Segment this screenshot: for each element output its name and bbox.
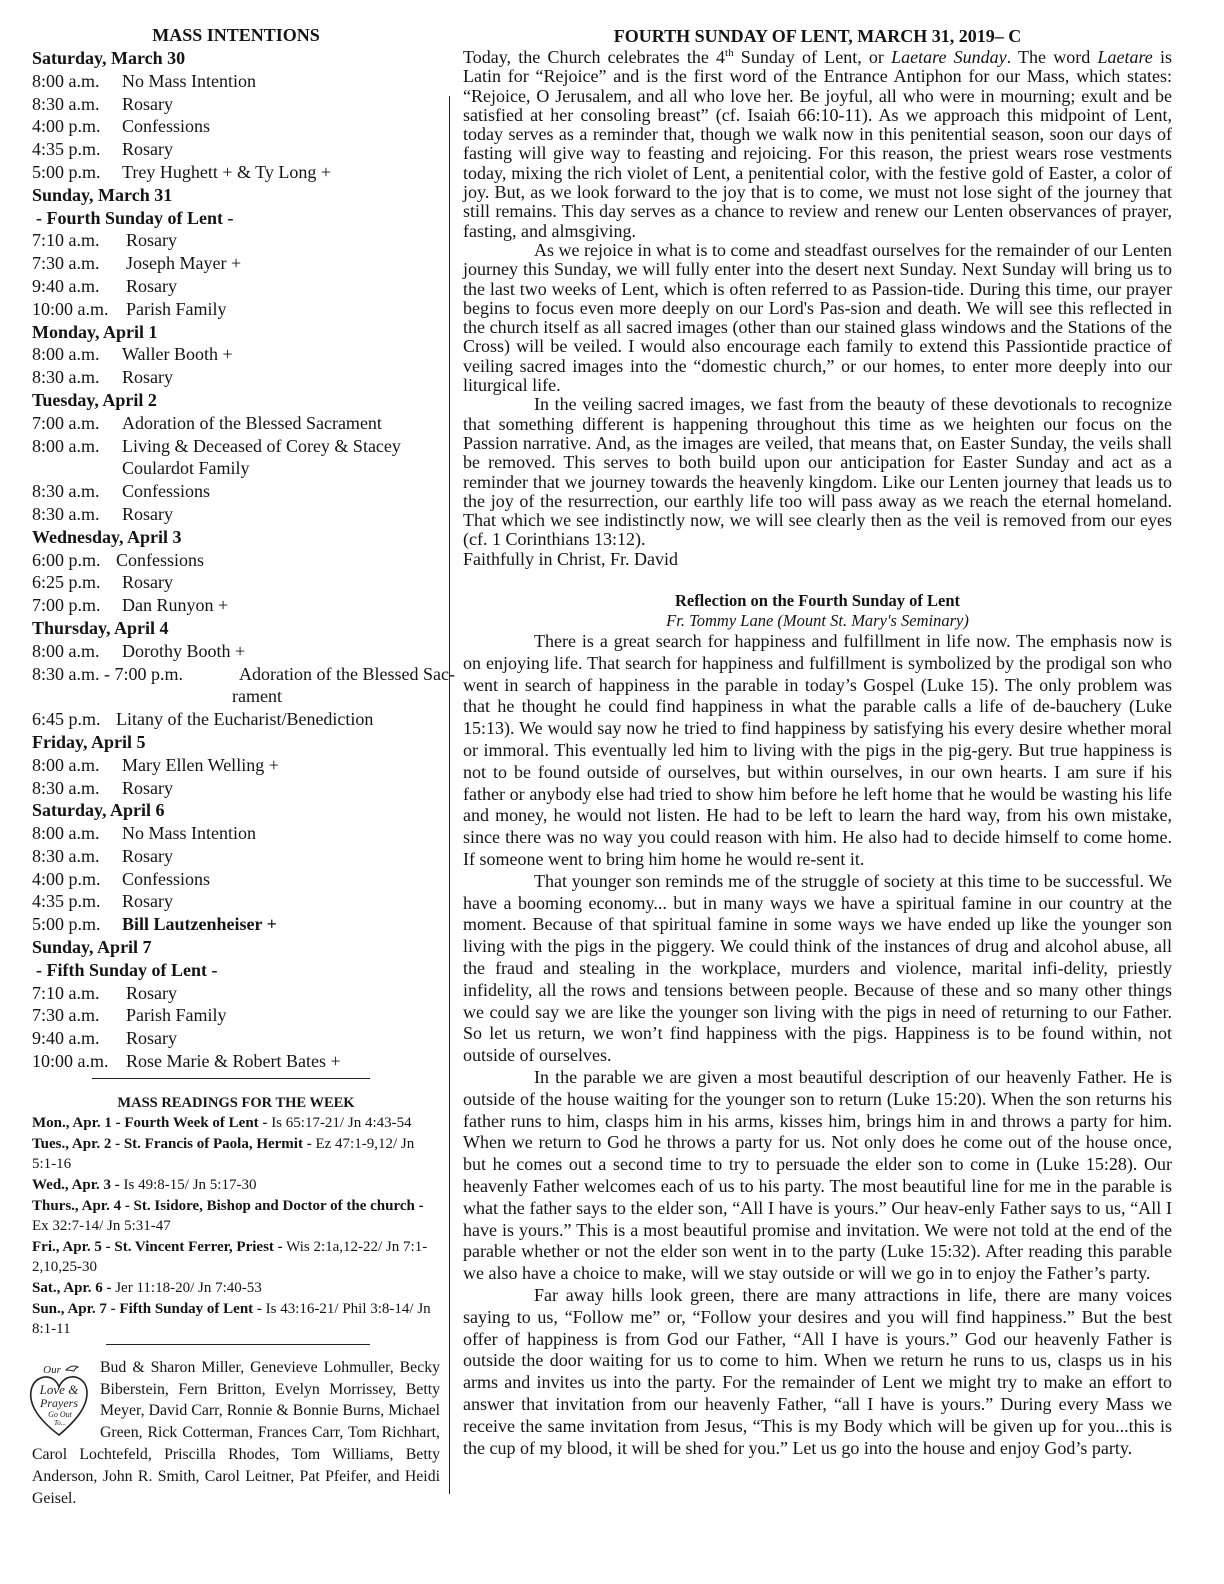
section-divider [106, 1344, 370, 1345]
reading-day: Tues., Apr. 2 - St. Francis of Paola, Hermit - [32, 1135, 312, 1152]
reading-item [32, 1134, 440, 1174]
schedule-feast-label: - Fifth Sunday of Lent - [36, 959, 218, 980]
schedule-entry [32, 982, 440, 1005]
schedule-time: 10:00 a.m. [32, 298, 109, 319]
schedule-entry [32, 1027, 440, 1050]
schedule-entry [32, 503, 440, 526]
schedule-day-heading: Friday, April 5 [32, 731, 146, 752]
article-signoff: Faithfully in Christ, Fr. David [463, 548, 679, 569]
schedule-intention: Litany of the Eucharist/Benediction [116, 709, 374, 730]
schedule-time: 8:30 a.m. [32, 777, 100, 798]
schedule-entry [32, 435, 440, 458]
schedule-time: 9:40 a.m. [32, 275, 100, 296]
reading-day: Thurs., Apr. 4 - St. Isidore, Bishop and Doctor of the church - [32, 1197, 424, 1214]
reading-citation: Is 43:16-21/ Phil 3:8-14/ Jn 8:1-11 [32, 1300, 431, 1337]
reading-day: Sun., Apr. 7 - Fifth Sunday of Lent - [32, 1300, 262, 1317]
schedule-entry [32, 571, 440, 594]
schedule-intention: Adoration of the Blessed Sacrament [122, 412, 382, 433]
schedule-intention: Confessions [122, 481, 211, 502]
article-title: FOURTH SUNDAY OF LENT, MARCH 31, 2019– C [613, 26, 1022, 46]
mass-intentions-schedule [32, 47, 455, 1073]
schedule-day-heading: Wednesday, April 3 [32, 526, 182, 547]
right-column [463, 24, 1172, 1459]
schedule-feast-label: - Fourth Sunday of Lent - [36, 207, 234, 228]
schedule-time: 8:00 a.m. [32, 344, 100, 365]
article-text: Sunday of Lent, or [733, 47, 892, 67]
schedule-entry [32, 845, 440, 868]
schedule-entry [32, 913, 440, 936]
article-paragraph: As we rejoice in what is to come and steadfast ourselves for the remainder of our Lenten journey this Sunday, we will fully enter into the desert next Sunday. Next Sunday will bring us to the last two weeks of Lent, which is often referred to as Passion-tide. During this time, our prayer begins to focus even more deeply on our Lord's Pas-sion and death. We will see this reflected in the church itself as all sacred images (other than our stained glass windows and the Stations of the Cross) will be veiled. I would also encourage each family to extend this Passiontide practice of veiling sacred images into the “domestic church,” or our homes, to enter more deeply into our liturgical life. [463, 239, 1172, 396]
reading-item [32, 1278, 440, 1298]
schedule-entry [32, 663, 455, 686]
schedule-entry [32, 708, 440, 731]
schedule-entry [32, 115, 440, 138]
schedule-day-heading: Tuesday, April 2 [32, 389, 157, 410]
schedule-time: 7:30 a.m. [32, 253, 100, 274]
schedule-intention: Trey Hughett + & Ty Long + [122, 161, 332, 182]
schedule-time: 8:00 a.m. [32, 435, 100, 456]
schedule-time: 4:35 p.m. [32, 139, 101, 160]
logo-text-prayers: Prayers [40, 1395, 78, 1410]
schedule-intention: Rosary [122, 139, 173, 160]
prayer-names: Bud & Sharon Miller, Genevieve Lohmuller, Becky Biberstein, Fern Britton, Evelyn Morrissey, Betty Meyer, David Carr, Ronnie & Bonnie Burns, Michael Green, Rick Cotterman, Frances Carr, Tom Richhart, Carol Lochtefeld, Priscilla Rhodes, Tom Williams, Betty Anderson, John R. Smith, Carol Leitner, Pat Pfeifer, and Heidi Geisel. [32, 1358, 440, 1507]
schedule-time: 7:10 a.m. [32, 982, 100, 1003]
article-emphasis: Laetare Sunday [891, 47, 1007, 67]
schedule-entry [32, 161, 440, 184]
schedule-continuation: Coulardot Family [122, 458, 250, 479]
schedule-time: 10:00 a.m. [32, 1051, 109, 1072]
schedule-time: 4:00 p.m. [32, 868, 101, 889]
reading-citation: Ez 47:1-9,12/ Jn 5:1-16 [32, 1135, 415, 1172]
article-paragraph [463, 48, 1172, 241]
article-superscript: th [725, 47, 734, 59]
schedule-entry [32, 366, 440, 389]
schedule-intention: Rosary [126, 230, 177, 251]
reading-day: Sat., Apr. 6 - [32, 1279, 112, 1296]
reading-citation: Ex 32:7-14/ Jn 5:31-47 [32, 1217, 171, 1234]
schedule-intention: Bill Lautzenheiser + [122, 914, 277, 935]
reading-citation: Is 65:17-21/ Jn 4:43-54 [267, 1114, 412, 1131]
schedule-day-heading: Monday, April 1 [32, 321, 158, 342]
reading-citation: Wis 2:1a,12-22/ Jn 7:1-2,10,25-30 [32, 1238, 428, 1275]
schedule-intention: Living & Deceased of Corey & Stacey [122, 435, 401, 456]
schedule-intention: Rosary [126, 982, 177, 1003]
reading-item [32, 1175, 440, 1195]
article-text: Today, the Church celebrates the 4 [463, 47, 726, 67]
schedule-intention: Adoration of the Blessed Sac- [239, 663, 455, 684]
schedule-time: 6:00 p.m. [32, 549, 101, 570]
logo-text-to: To... [53, 1418, 67, 1427]
schedule-intention: Rosary [122, 891, 173, 912]
schedule-time: 7:30 a.m. [32, 1005, 100, 1026]
schedule-entry [32, 890, 440, 913]
reflection-paragraph: In the parable we are given a most beautiful description of our heavenly Father. He is outside of the house waiting for the younger son to return (Luke 15:20). When the son returns his father runs to him, clasps him in his arms, kisses him, brings him in and throws a party for him. When we return to God he throws a party for us. Not only does he come out of the house once, but he comes out a second time to try to persuade the elder son to come in (Luke 15:28). Our heavenly Father welcomes each of us to his party. The most beautiful line for me in the parable is what the father says to the elder son, “All I have is yours.” Our heav-enly Father says to us, “All I have is yours.” This is a most beautiful promise and invitation. We were not told at the end of the parable whether or not the elder son went in to the party (Luke 15:32). After reading this parable we also have a choice to make, will we stay outside or will we go in to enjoy the Father’s party. [463, 1066, 1172, 1284]
reading-day: Fri., Apr. 5 - St. Vincent Ferrer, Priest - [32, 1238, 283, 1255]
schedule-entry [32, 594, 440, 617]
schedule-intention: Parish Family [126, 298, 227, 319]
schedule-intention: Confessions [122, 868, 211, 889]
schedule-intention: Rose Marie & Robert Bates + [126, 1051, 341, 1072]
schedule-time: 8:00 a.m. [32, 640, 100, 661]
schedule-intention: Dorothy Booth + [122, 640, 246, 661]
schedule-time: 7:00 p.m. [32, 595, 101, 616]
schedule-entry [32, 93, 440, 116]
love-prayers-heart-icon [26, 1361, 92, 1441]
schedule-intention: Rosary [126, 1028, 177, 1049]
schedule-continuation: rament [232, 686, 282, 707]
schedule-intention: Rosary [122, 93, 173, 114]
schedule-time: 7:00 a.m. [32, 412, 100, 433]
schedule-entry [32, 298, 440, 321]
article-emphasis: Laetare [1097, 47, 1153, 67]
schedule-time: 8:30 a.m. [32, 367, 100, 388]
schedule-entry [32, 70, 440, 93]
reading-item [32, 1196, 440, 1236]
schedule-entry [32, 275, 440, 298]
reflection-author: Fr. Tommy Lane (Mount St. Mary's Seminary) [666, 611, 969, 631]
reading-item [32, 1113, 440, 1133]
section-divider [92, 1078, 370, 1079]
schedule-time: 8:30 a.m. [32, 93, 100, 114]
schedule-time: 8:30 a.m. - 7:00 p.m. [32, 663, 183, 684]
reading-item [32, 1237, 440, 1277]
schedule-time: 4:35 p.m. [32, 891, 101, 912]
schedule-entry [32, 754, 440, 777]
schedule-intention: Mary Ellen Welling + [122, 754, 279, 775]
schedule-time: 8:30 a.m. [32, 503, 100, 524]
schedule-time: 8:30 a.m. [32, 481, 100, 502]
mass-intentions-title: MASS INTENTIONS [152, 25, 320, 45]
schedule-intention: Confessions [122, 116, 211, 137]
schedule-entry [32, 640, 440, 663]
schedule-intention: Dan Runyon + [122, 595, 229, 616]
left-column [32, 24, 455, 1509]
schedule-time: 5:00 p.m. [32, 914, 101, 935]
schedule-entry [32, 138, 440, 161]
schedule-intention: Rosary [122, 503, 173, 524]
schedule-entry [32, 229, 440, 252]
schedule-time: 8:00 a.m. [32, 823, 100, 844]
schedule-intention: No Mass Intention [122, 70, 256, 91]
schedule-intention: Rosary [122, 777, 173, 798]
schedule-entry [32, 777, 440, 800]
schedule-time: 5:00 p.m. [32, 161, 101, 182]
reading-item [32, 1299, 440, 1339]
schedule-entry [32, 412, 440, 435]
schedule-intention: Rosary [126, 275, 177, 296]
schedule-intention: Rosary [122, 845, 173, 866]
schedule-time: 8:30 a.m. [32, 845, 100, 866]
schedule-intention: Waller Booth + [122, 344, 233, 365]
article-text: . The word [1006, 47, 1098, 67]
schedule-intention: Parish Family [126, 1005, 227, 1026]
schedule-day-heading: Sunday, April 7 [32, 937, 152, 958]
schedule-intention: Rosary [122, 572, 173, 593]
schedule-day-heading: Saturday, March 30 [32, 48, 186, 68]
reflection-paragraph: That younger son reminds me of the struggle of society at this time to be successful. We have a booming economy... but in many ways we have a spiritual famine in our country at the moment. Because of that spiritual famine in some ways we have ended up like the younger son living with the pigs in the piggery. We could think of the instances of drug and alcohol abuse, all the fraud and stealing in the workplace, murders and violence, marital infi-delity, priestly infidelity, all the rows and tensions between people. Because of these and so many other things we could say we are like the younger son living with the pigs in need of returning to our Father. So let us return, we won’t find happiness with the pigs. Happiness is to be found within, not outside of ourselves. [463, 870, 1172, 1066]
schedule-time: 6:45 p.m. [32, 709, 101, 730]
schedule-entry [32, 549, 440, 572]
schedule-time: 6:25 p.m. [32, 572, 101, 593]
article-paragraph: In the veiling sacred images, we fast from the beauty of these devotionals to recognize that something different is happening throughout this time as we heighten our focus on the Passion narrative. And, as the images are veiled, that means that, on Easter Sunday, the veils shall be removed. This serves to both build upon our anticipation for Easter Sunday and act as a reminder that we journey towards the heavenly kingdom. Like our Lenten journey that leads us to the joy of the resurrection, our earthly life too will pass away as we reach the eternal homeland. That which we see indistinctly now, we will see clearly then as the veil is removed from our eyes (cf. 1 Corinthians 13:12). [463, 394, 1172, 550]
reading-citation: Is 49:8-15/ Jn 5:17-30 [119, 1176, 257, 1193]
schedule-intention: Rosary [122, 367, 173, 388]
schedule-time: 4:00 p.m. [32, 116, 101, 137]
reflection-title: Reflection on the Fourth Sunday of Lent [674, 591, 961, 611]
schedule-entry [32, 868, 440, 891]
schedule-time: 8:00 a.m. [32, 70, 100, 91]
schedule-day-heading: Thursday, April 4 [32, 617, 169, 638]
schedule-time: 9:40 a.m. [32, 1028, 100, 1049]
schedule-entry [32, 1050, 440, 1073]
schedule-day-heading: Sunday, March 31 [32, 184, 173, 205]
schedule-time: 7:10 a.m. [32, 230, 100, 251]
reading-day: Wed., Apr. 3 - [32, 1176, 120, 1193]
schedule-intention: No Mass Intention [122, 823, 256, 844]
reflection-paragraph: There is a great search for happiness and fulfillment in life now. The emphasis now is on enjoying life. That search for happiness and fulfillment is symbolized by the prodigal son who went in search of happiness in the parable in today’s Gospel (Luke 15). The only problem was that he thought he could find happiness in what the parable calls a life of de-bauchery (Luke 15:13). We would say now he tried to find happiness by satisfying his every desire whether moral or immoral. This eventually led him to living with the pigs in the pig-gery. But true happiness is not to be found outside of ourselves, but within ourselves, in our own hearts. I am sure if his father or anybody else had tried to show him before he left home that he would be wasting his life and money, he would not listen. He had to be left to learn the hard way, from his own mistake, since there was no way you could reason with him. He also had to decide himself to come home. If someone went to bring him home he would re-sent it. [463, 631, 1172, 869]
reading-citation: Jer 11:18-20/ Jn 7:40-53 [111, 1279, 262, 1296]
schedule-time: 8:00 a.m. [32, 754, 100, 775]
readings-list [32, 1113, 440, 1339]
schedule-day-heading: Saturday, April 6 [32, 800, 165, 821]
reflection-body [463, 631, 1172, 1459]
logo-text-our: Our [43, 1363, 61, 1376]
schedule-entry [32, 252, 440, 275]
schedule-entry [32, 1004, 440, 1027]
reflection-paragraph: Far away hills look green, there are many attractions in life, there are many voices saying to us, “Follow me” or, “Follow your desires and you will find happiness.” But the best offer of happiness is from God our Father, “All I have is yours.” God our heavenly Father is outside the door waiting for us to come to him. When we return he runs to us, clasps us in his arms and invites us into the party. For the remainder of Lent we might try to make an effort to answer that invitation from our heavenly Father, “all I have is yours.” During every Mass we receive the same invitation from Jesus, “This is my Body which will be given up for you...this is the cup of my blood, it will be shed for you.” Let us go into the house and enjoy God’s party. [463, 1284, 1172, 1458]
article-text: is Latin for “Rejoice” and is the first word of the Entrance Antiphon for our Mass, which states: “Rejoice, O Jerusalem, and all who love her. Be joyful, all who were in mourning; exult and be satisfied at her consoling breast” (cf. Isaiah 66:10-11). As we approach this midpoint of Lent, today serves as a reminder that, though we walk now in this penitential season, soon our days of fasting will give way to feasting and rejoicing. For this reason, the priest wears rose vestments today, mixing the rich violet of Lent, a penitential color, with the festive gold of Easter, a color of joy. But, as we look forward to the joy that is to come, we must not lose sight of the journey that still remains. This day serves as a chance to review and renew our Lenten observances of prayer, fasting, and almsgiving. [463, 47, 1172, 241]
schedule-entry [32, 822, 440, 845]
pastor-article [463, 48, 1172, 550]
reading-day: Mon., Apr. 1 - Fourth Week of Lent - [32, 1114, 268, 1131]
schedule-entry [32, 343, 440, 366]
schedule-entry [32, 480, 440, 503]
logo-text-go-out: Go Out [48, 1409, 72, 1419]
schedule-intention: Joseph Mayer + [126, 253, 242, 274]
logo-text-love: Love & [39, 1381, 79, 1397]
column-divider [449, 96, 450, 1494]
readings-title: MASS READINGS FOR THE WEEK [117, 1094, 355, 1111]
prayer-list [32, 1357, 440, 1510]
schedule-intention: Confessions [116, 549, 205, 570]
